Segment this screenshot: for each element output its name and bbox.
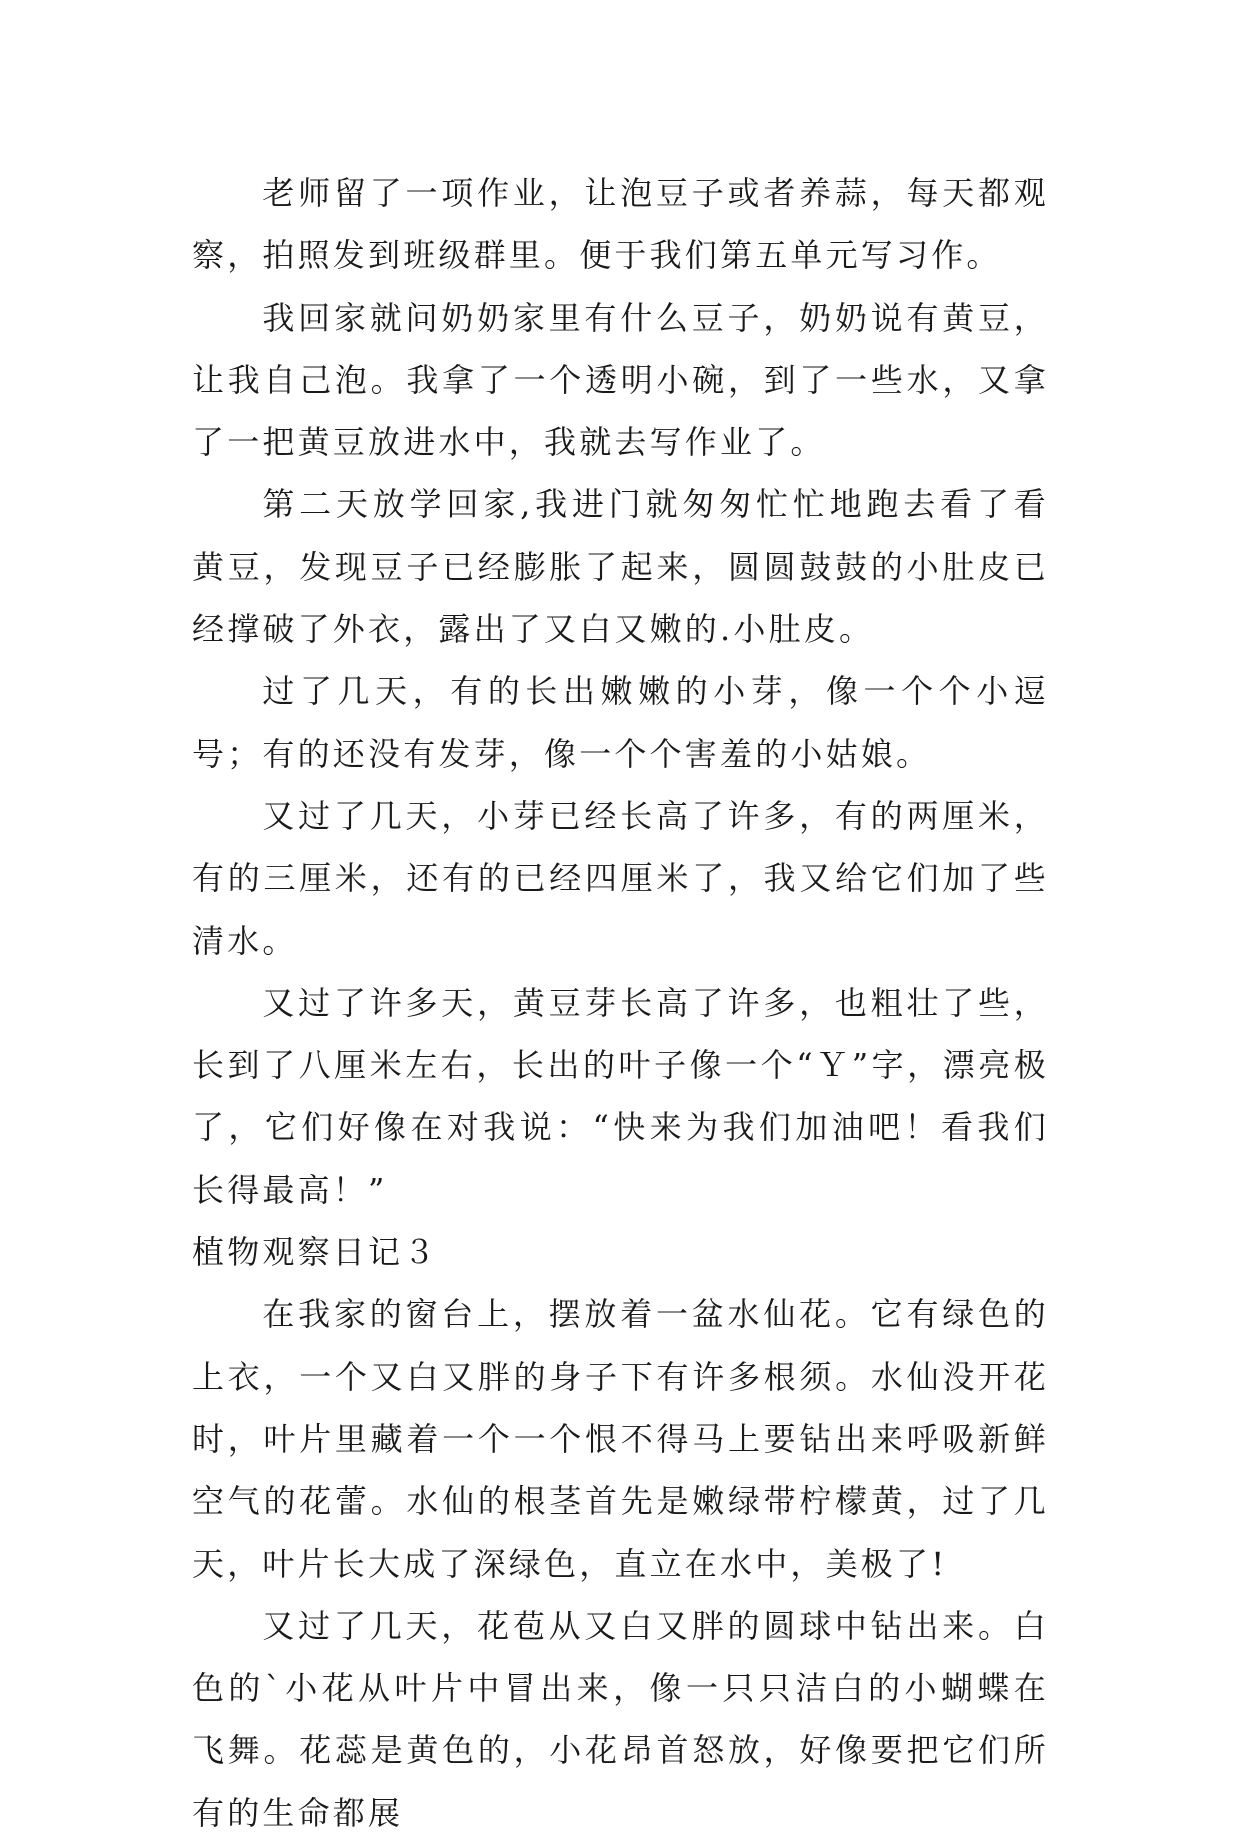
paragraph-1: 老师留了一项作业，让泡豆子或者养蒜，每天都观察，拍照发到班级群里。便于我们第五单元写习作。	[192, 174, 1049, 275]
paragraph-6: 又过了许多天，黄豆芽长高了许多，也粗壮了些，长到了八厘米左右，长出的叶子像一个“Ｙ”字，漂亮极了，它们好像在对我说：“快来为我们加油吧！看我们长得最高！”	[192, 983, 1049, 1209]
paragraph-8: 又过了几天，花苞从又白又胖的圆球中钻出来。白色的`小花从叶片中冒出来，像一只只洁白的小蝴蝶在飞舞。花蕊是黄色的，小花昂首怒放，好像要把它们所有的生命都展	[192, 1606, 1049, 1832]
document-body	[192, 162, 1049, 1844]
paragraph-2: 我回家就问奶奶家里有什么豆子，奶奶说有黄豆，让我自己泡。我拿了一个透明小碗，到了一些水，又拿了一把黄豆放进水中，我就去写作业了。	[192, 298, 1049, 462]
section-heading: 植物观察日记３	[192, 1233, 439, 1272]
paragraph-5: 又过了几天，小芽已经长高了许多，有的两厘米，有的三厘米，还有的已经四厘米了，我又给它们加了些清水。	[192, 796, 1049, 960]
paragraph-4: 过了几天，有的长出嫩嫩的小芽，像一个个小逗号；有的还没有发芽，像一个个害羞的小姑娘。	[192, 672, 1049, 773]
paragraph-7: 在我家的窗台上，摆放着一盆水仙花。它有绿色的上衣，一个又白又胖的身子下有许多根须。水仙没开花时，叶片里藏着一个一个恨不得马上要钻出来呼吸新鲜空气的花蕾。水仙的根茎首先是嫩绿带柠檬黄，过了几天，叶片长大成了深绿色，直立在水中，美极了!	[192, 1295, 1049, 1583]
paragraph-3: 第二天放学回家,我进门就匆匆忙忙地跑去看了看黄豆，发现豆子已经膨胀了起来，圆圆鼓鼓的小肚皮已经撑破了外衣，露出了又白又嫩的.小肚皮。	[192, 485, 1049, 649]
